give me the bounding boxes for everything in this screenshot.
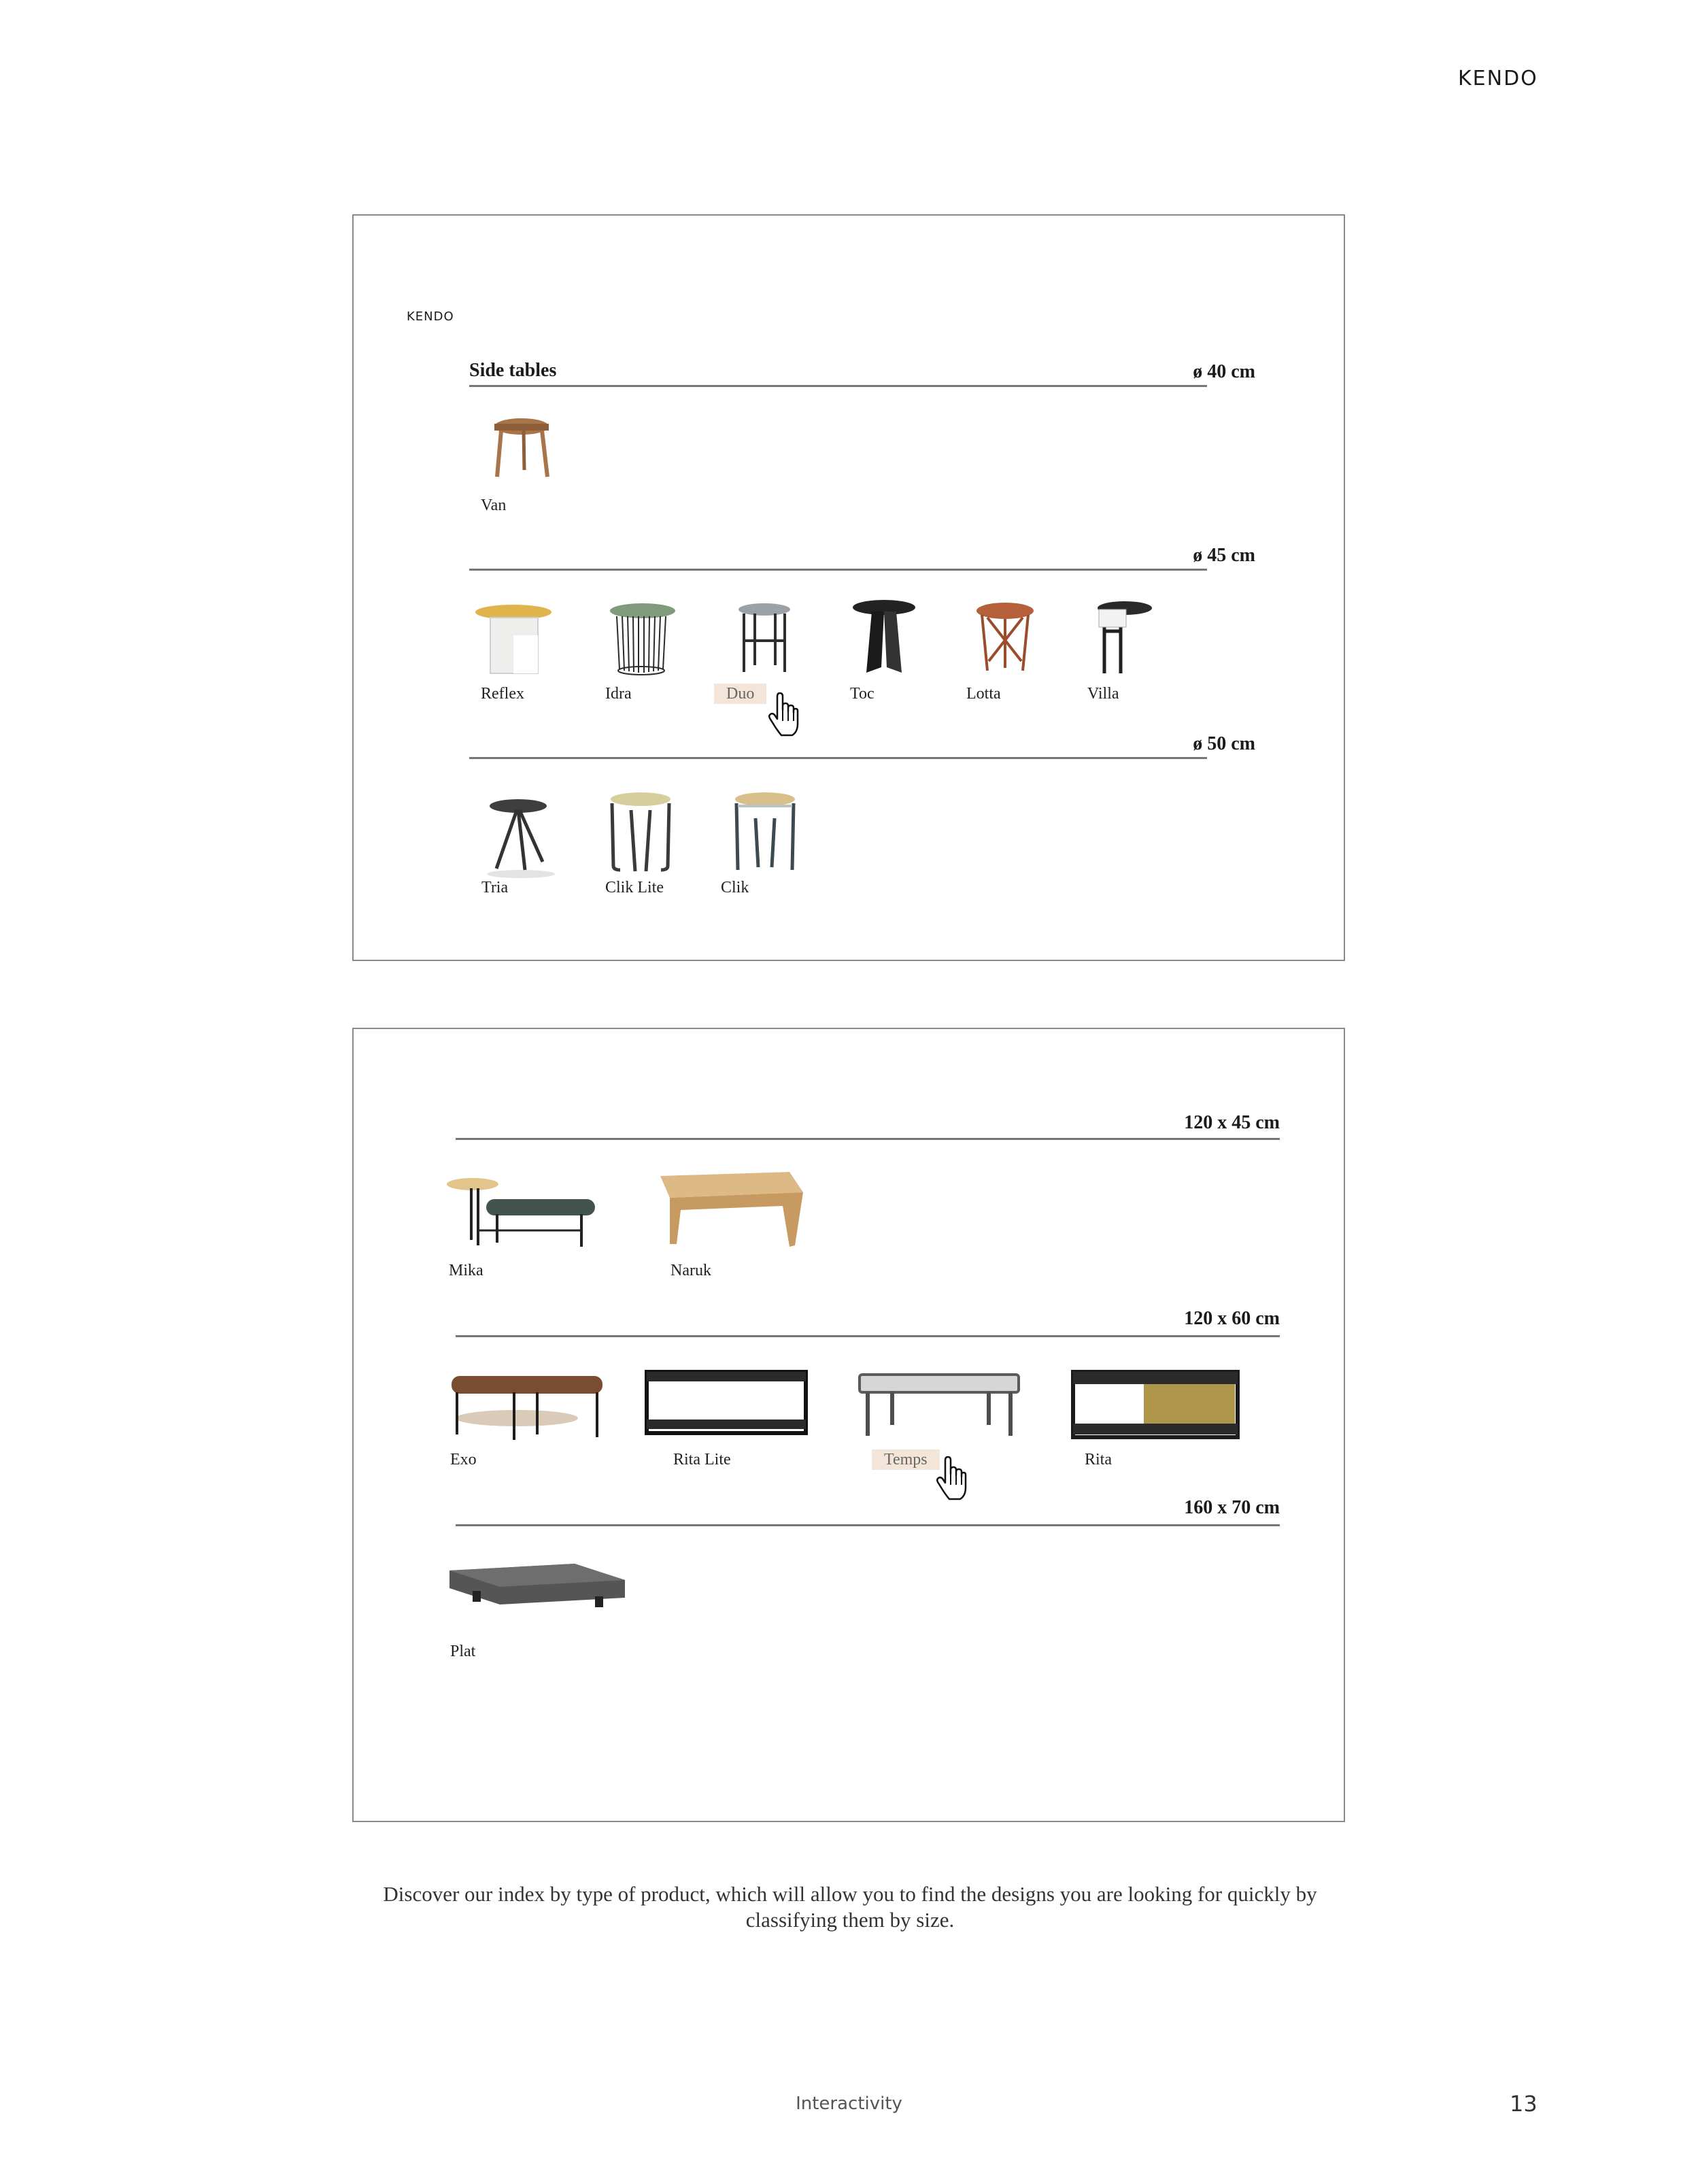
product-lotta[interactable]	[974, 600, 1036, 675]
divider	[469, 569, 1207, 571]
size-label: ø 40 cm	[1193, 361, 1255, 382]
product-toc[interactable]	[850, 598, 918, 676]
product-naruk[interactable]	[649, 1165, 806, 1254]
product-name[interactable]: Toc	[850, 685, 875, 703]
product-name[interactable]: Tria	[481, 879, 509, 896]
side-tables-slide	[352, 214, 1345, 961]
product-idra[interactable]	[609, 601, 677, 676]
van-table-image	[486, 414, 561, 482]
product-name[interactable]: Clik	[721, 879, 749, 896]
product-name[interactable]: Plat	[450, 1643, 476, 1660]
product-mika[interactable]	[445, 1172, 602, 1254]
product-name[interactable]: Naruk	[670, 1262, 711, 1279]
divider	[456, 1138, 1280, 1140]
product-clik-lite[interactable]	[607, 791, 675, 876]
clik-table-image	[731, 791, 799, 876]
product-temps[interactable]	[855, 1369, 1023, 1444]
slide-brand: KENDO	[407, 309, 454, 324]
brand-logo: KENDO	[1458, 67, 1538, 90]
product-rita-lite[interactable]	[643, 1366, 810, 1441]
size-label: 120 x 60 cm	[1184, 1308, 1280, 1329]
idra-table-image	[609, 601, 677, 676]
divider	[469, 385, 1207, 387]
naruk-table-image	[649, 1165, 806, 1254]
highlighted-product-name[interactable]: Duo	[714, 684, 766, 704]
index-caption: Discover our index by type of product, which will allow you to find the designs you are looking for quickly by classifying them by size.	[383, 1882, 1317, 1932]
product-reflex[interactable]	[473, 601, 554, 676]
product-name[interactable]: Rita	[1085, 1451, 1112, 1468]
exo-table-image	[449, 1369, 609, 1444]
duo-table-image	[734, 601, 796, 676]
product-name[interactable]: Mika	[449, 1262, 483, 1279]
size-label: ø 45 cm	[1193, 545, 1255, 566]
product-name[interactable]: Van	[481, 497, 507, 514]
pointer-hand-icon	[936, 1456, 967, 1505]
divider	[456, 1524, 1280, 1526]
product-duo[interactable]	[734, 601, 796, 676]
clik-lite-table-image	[607, 791, 675, 876]
product-plat[interactable]	[445, 1557, 629, 1622]
page-number: 13	[1510, 2091, 1538, 2117]
product-name[interactable]: Rita Lite	[673, 1451, 731, 1468]
product-rita[interactable]	[1069, 1366, 1242, 1443]
product-name[interactable]	[872, 1451, 940, 1469]
reflex-table-image	[473, 601, 554, 676]
product-tria[interactable]	[476, 794, 564, 879]
product-clik[interactable]	[731, 791, 799, 876]
product-van[interactable]	[486, 414, 561, 482]
rita-lite-table-image	[643, 1366, 810, 1441]
lotta-table-image	[974, 600, 1036, 675]
pointer-hand-icon	[768, 692, 799, 741]
footer-section-label: Interactivity	[796, 2094, 902, 2114]
divider	[456, 1335, 1280, 1337]
product-name[interactable]: Reflex	[481, 685, 524, 703]
toc-table-image	[850, 598, 918, 676]
product-villa[interactable]	[1093, 600, 1155, 676]
tria-table-image	[476, 794, 564, 879]
size-label: 120 x 45 cm	[1184, 1112, 1280, 1133]
section-title: Side tables	[469, 360, 557, 381]
product-name[interactable]: Lotta	[966, 685, 1001, 703]
product-name[interactable]: Clik Lite	[605, 879, 664, 896]
product-name[interactable]: Idra	[605, 685, 632, 703]
size-label: 160 x 70 cm	[1184, 1497, 1280, 1518]
mika-table-image	[445, 1172, 602, 1254]
product-exo[interactable]	[449, 1369, 609, 1444]
highlighted-product-name[interactable]: Temps	[872, 1449, 940, 1470]
product-name[interactable]	[714, 685, 766, 703]
plat-table-image	[445, 1557, 629, 1622]
product-name[interactable]: Exo	[450, 1451, 477, 1468]
product-name[interactable]: Villa	[1087, 685, 1119, 703]
divider	[469, 757, 1207, 759]
size-label: ø 50 cm	[1193, 733, 1255, 754]
temps-table-image	[855, 1369, 1023, 1444]
villa-table-image	[1093, 600, 1155, 676]
coffee-tables-slide	[352, 1028, 1345, 1822]
rita-table-image	[1069, 1366, 1242, 1443]
